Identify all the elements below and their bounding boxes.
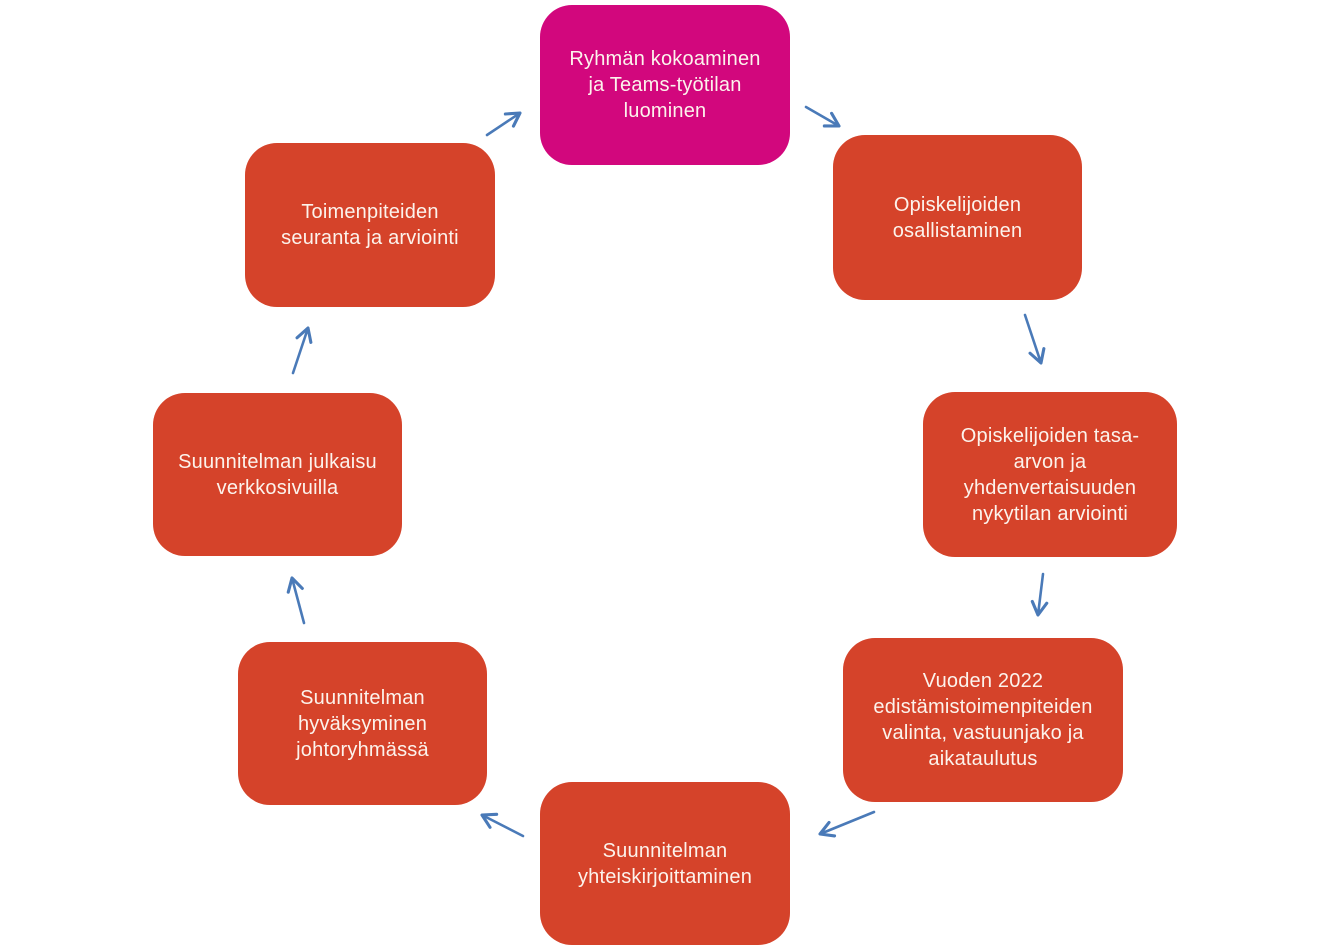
node-label: Opiskelijoiden tasa-arvon ja yhdenvertaisuuden nykytilan arviointi [960, 424, 1140, 525]
node-label: Suunnitelman julkaisu verkkosivuilla [178, 450, 377, 499]
node-nykytilan-arviointi [923, 392, 1177, 557]
node-toimenpiteiden-valinta [843, 638, 1123, 802]
node-label: Toimenpiteiden seuranta ja arviointi [281, 201, 459, 249]
node-label: Opiskelijoiden osallistaminen [892, 193, 1023, 242]
node-ryhman-kokoaminen [540, 5, 790, 165]
arrow-julkaisu-to-seuranta [293, 328, 308, 373]
node-label: Vuoden 2022 edistämistoimenpiteiden valinta, vastuunjako ja aikataulutus [873, 670, 1093, 770]
node-label: Suunnitelman hyväksyminen johtoryhmässä [296, 686, 429, 761]
arrow-hyvaksyminen-to-julkaisu [292, 578, 304, 623]
arrow-valinta-to-yhteiskirjoittaminen [820, 812, 874, 834]
node-label: Ryhmän kokoaminen ja Teams-työtilan luominen [569, 48, 761, 122]
arrow-osallistaminen-to-arviointi [1025, 315, 1041, 363]
node-yhteiskirjoittaminen [540, 782, 790, 945]
node-hyvaksyminen [238, 642, 487, 805]
node-seuranta [245, 143, 495, 307]
node-label: Suunnitelman yhteiskirjoittaminen [577, 839, 753, 888]
node-julkaisu [153, 393, 402, 556]
arrow-seuranta-to-kokoaminen [487, 113, 520, 135]
arrow-yhteiskirjoittaminen-to-hyvaksyminen [482, 815, 523, 836]
node-opiskelijoiden-osallistaminen [833, 135, 1082, 300]
arrow-kokoaminen-to-osallistaminen [806, 107, 839, 126]
arrow-arviointi-to-valinta [1038, 574, 1043, 615]
